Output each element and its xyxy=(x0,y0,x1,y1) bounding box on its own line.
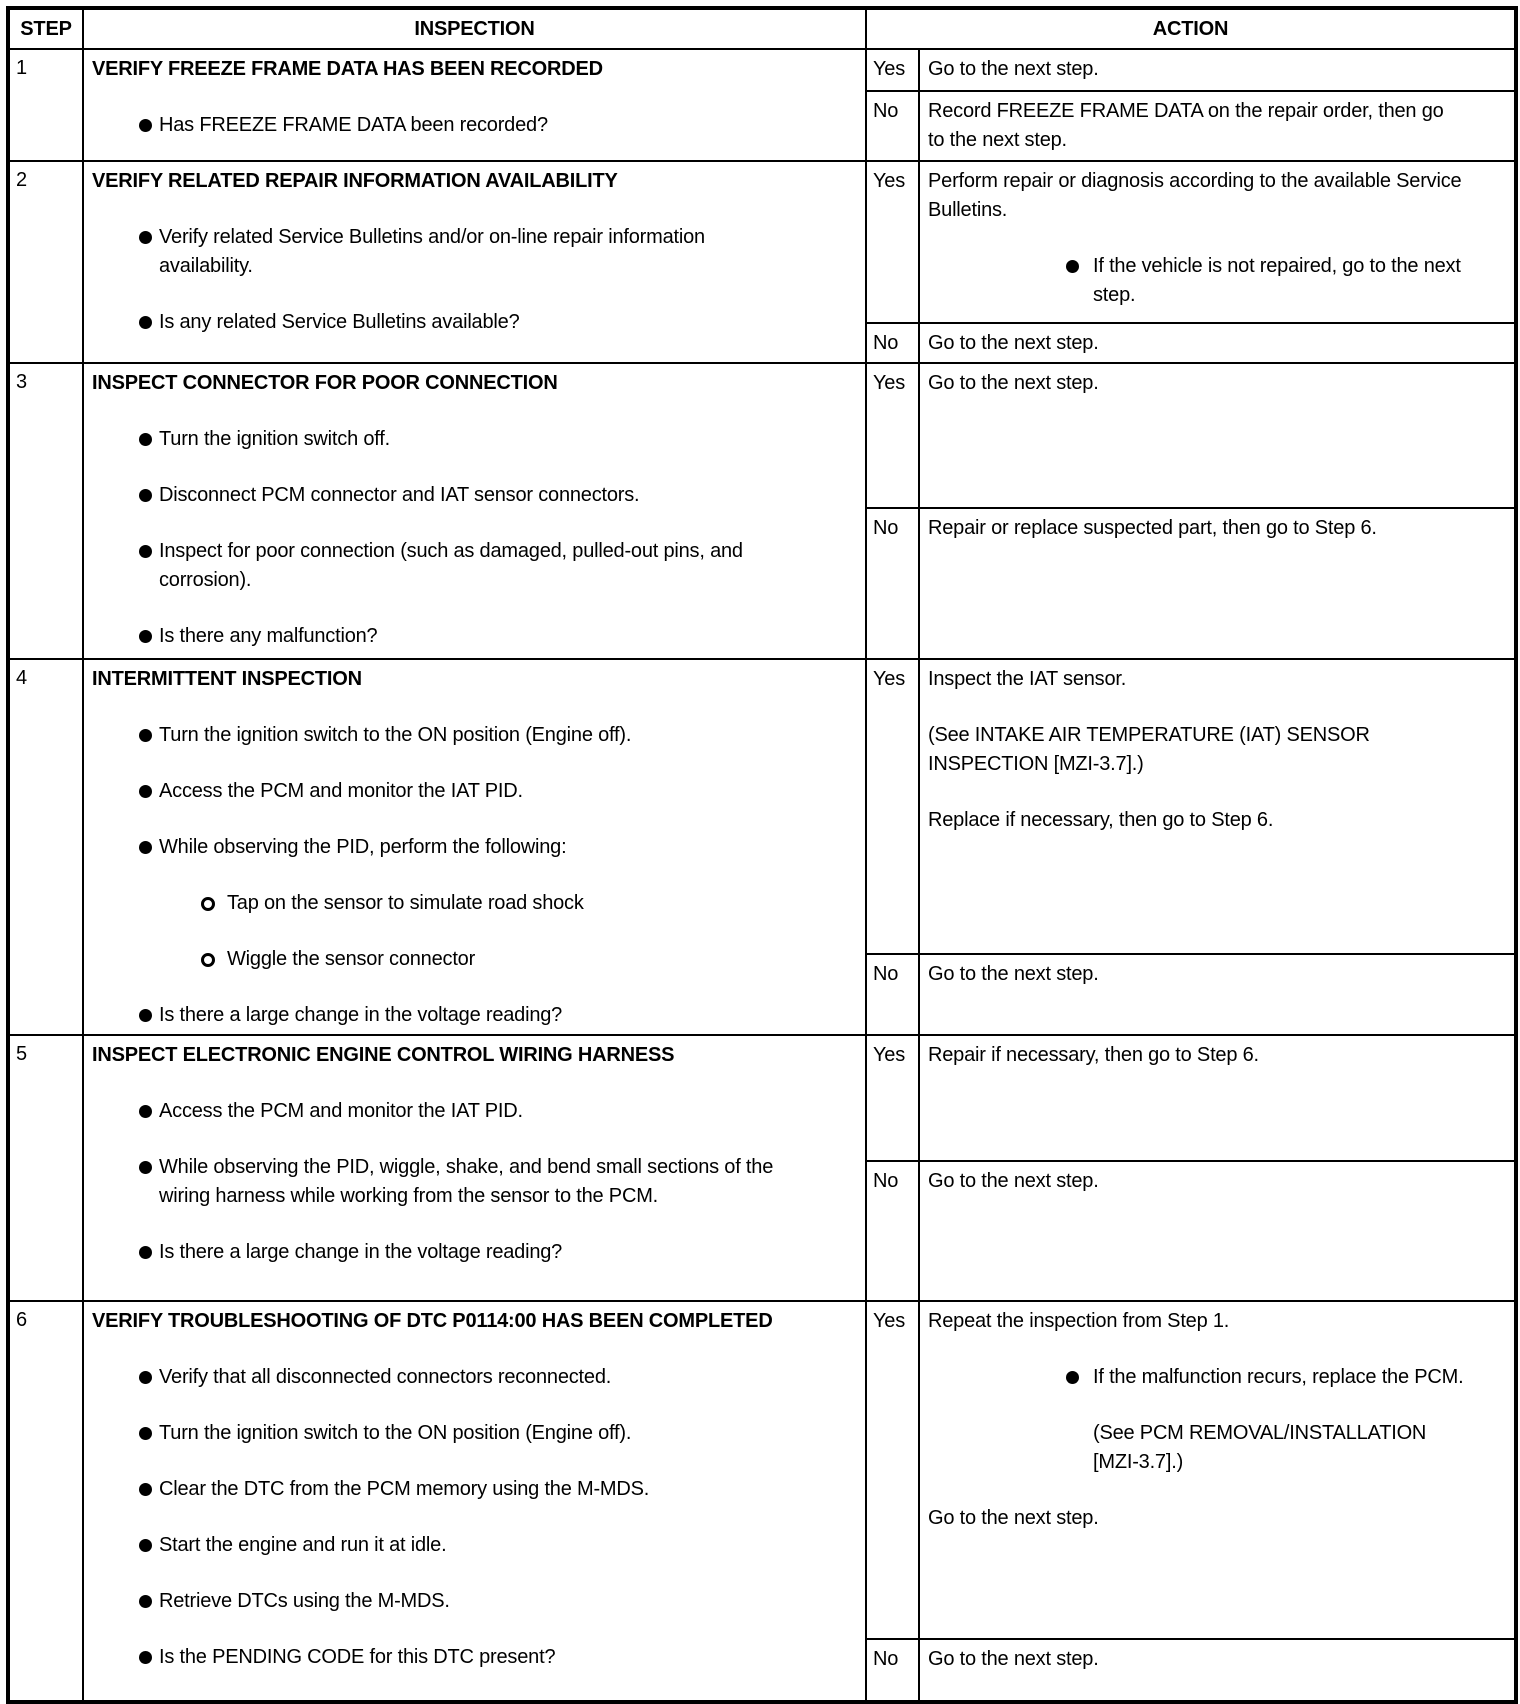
item-text: Tap on the sensor to simulate road shock xyxy=(227,892,584,914)
action-cell xyxy=(920,324,1514,362)
action-column xyxy=(867,162,1514,362)
open-circle-bullet-icon xyxy=(201,897,215,911)
filled-circle-bullet-icon xyxy=(139,489,152,502)
item-text: Record FREEZE FRAME DATA on the repair order, then go to the next step. xyxy=(928,100,1444,151)
item-text: Is any related Service Bulletins available? xyxy=(159,311,520,333)
bullet-item xyxy=(92,1153,777,1211)
action-column xyxy=(867,1036,1514,1300)
step-number: 4 xyxy=(10,660,84,1034)
bullet-item xyxy=(92,223,777,281)
no-label: No xyxy=(867,324,920,362)
item-text: Verify that all disconnected connectors reconnected. xyxy=(159,1366,612,1388)
inspection-title: INSPECT ELECTRONIC ENGINE CONTROL WIRING HARNESS xyxy=(92,1044,675,1066)
action-subrow-yes xyxy=(867,364,1514,509)
text-paragraph xyxy=(928,329,1464,358)
item-text: Repair or replace suspected part, then go to Step 6. xyxy=(928,517,1377,539)
bullet-item xyxy=(92,537,777,595)
action-cell xyxy=(920,92,1514,160)
action-subrow-yes xyxy=(867,50,1514,92)
action-column xyxy=(867,660,1514,1034)
item-text: Retrieve DTCs using the M-MDS. xyxy=(159,1590,450,1612)
filled-circle-bullet-icon xyxy=(139,1483,152,1496)
item-text: Replace if necessary, then go to Step 6. xyxy=(928,809,1274,831)
filled-circle-bullet-icon xyxy=(139,1009,152,1022)
filled-circle-bullet-icon xyxy=(139,1539,152,1552)
item-text: Go to the next step. xyxy=(928,1170,1099,1192)
item-text: Inspect for poor connection (such as damaged, pulled-out pins, and corrosion). xyxy=(159,540,743,591)
bullet-item xyxy=(92,1531,777,1560)
action-subrow-yes xyxy=(867,1036,1514,1162)
step-number: 2 xyxy=(10,162,84,362)
action-cell xyxy=(920,1036,1514,1160)
item-text: While observing the PID, perform the following: xyxy=(159,836,567,858)
item-text: Is there a large change in the voltage reading? xyxy=(159,1004,563,1026)
bullet-item xyxy=(92,308,777,337)
bullet-item xyxy=(92,481,777,510)
item-text: Turn the ignition switch to the ON position (Engine off). xyxy=(159,724,632,746)
troubleshooting-table xyxy=(6,6,1518,1704)
item-text: Go to the next step. xyxy=(928,963,1099,985)
action-cell xyxy=(920,50,1514,90)
yes-label: Yes xyxy=(867,1036,920,1160)
step-number: 5 xyxy=(10,1036,84,1300)
inspection-title: INTERMITTENT INSPECTION xyxy=(92,668,362,690)
item-text: Has FREEZE FRAME DATA been recorded? xyxy=(159,114,548,136)
action-subrow-no xyxy=(867,955,1514,1034)
bullet-item xyxy=(928,252,1464,310)
item-text: Go to the next step. xyxy=(928,372,1099,394)
bullet-item xyxy=(928,1363,1464,1392)
filled-circle-bullet-icon xyxy=(139,1427,152,1440)
filled-circle-bullet-icon xyxy=(139,1371,152,1384)
step-number: 1 xyxy=(10,50,84,160)
item-text: Go to the next step. xyxy=(928,332,1099,354)
text-paragraph xyxy=(928,369,1464,398)
item-text: Clear the DTC from the PCM memory using the M-MDS. xyxy=(159,1478,650,1500)
text-paragraph xyxy=(928,1041,1464,1070)
text-paragraph xyxy=(928,960,1464,989)
filled-circle-bullet-icon xyxy=(1066,260,1079,273)
yes-label: Yes xyxy=(867,50,920,90)
item-text: Repair if necessary, then go to Step 6. xyxy=(928,1044,1259,1066)
no-label: No xyxy=(867,1640,920,1700)
text-paragraph xyxy=(928,1419,1464,1477)
action-cell xyxy=(920,955,1514,1034)
filled-circle-bullet-icon xyxy=(139,1161,152,1174)
action-column xyxy=(867,50,1514,160)
column-header-step: STEP xyxy=(10,10,84,48)
column-header-action: ACTION xyxy=(1152,17,1229,40)
bullet-item xyxy=(92,1587,777,1616)
text-paragraph xyxy=(928,665,1464,694)
action-column xyxy=(867,1302,1514,1700)
table-row-step-3 xyxy=(10,364,1514,660)
filled-circle-bullet-icon xyxy=(139,841,152,854)
item-text: Start the engine and run it at idle. xyxy=(159,1534,447,1556)
no-label: No xyxy=(867,955,920,1034)
inspection-cell xyxy=(84,1302,867,1700)
item-text: Inspect the IAT sensor. xyxy=(928,668,1127,690)
item-text: Access the PCM and monitor the IAT PID. xyxy=(159,1100,523,1122)
item-text: Turn the ignition switch to the ON position (Engine off). xyxy=(159,1422,632,1444)
column-header-inspection: INSPECTION xyxy=(84,10,867,48)
no-label: No xyxy=(867,1162,920,1300)
bullet-item xyxy=(92,721,777,750)
action-cell xyxy=(920,364,1514,507)
bullet-item xyxy=(92,1475,777,1504)
inspection-title: INSPECT CONNECTOR FOR POOR CONNECTION xyxy=(92,372,558,394)
item-text: Is the PENDING CODE for this DTC present? xyxy=(159,1646,556,1668)
action-cell xyxy=(920,1162,1514,1300)
filled-circle-bullet-icon xyxy=(139,630,152,643)
step-number: 6 xyxy=(10,1302,84,1700)
bullet-item xyxy=(92,425,777,454)
item-text: While observing the PID, wiggle, shake, and bend small sections of the wiring harness while working from the sensor to the PCM. xyxy=(159,1156,774,1207)
item-text: Is there a large change in the voltage reading? xyxy=(159,1241,563,1263)
item-text: (See PCM REMOVAL/INSTALLATION [MZI-3.7].) xyxy=(1093,1422,1427,1473)
filled-circle-bullet-icon xyxy=(139,1105,152,1118)
filled-circle-bullet-icon xyxy=(139,545,152,558)
item-text: Perform repair or diagnosis according to the available Service Bulletins. xyxy=(928,170,1462,221)
filled-circle-bullet-icon xyxy=(139,231,152,244)
open-circle-bullet-icon xyxy=(201,953,215,967)
action-cell xyxy=(920,1302,1514,1638)
filled-circle-bullet-icon xyxy=(139,1246,152,1259)
text-paragraph xyxy=(928,721,1464,779)
action-header-column xyxy=(867,10,1514,48)
action-subrow-yes xyxy=(867,162,1514,324)
bullet-item xyxy=(92,1001,777,1030)
action-subrow-no xyxy=(867,92,1514,160)
bullet-item xyxy=(92,1097,777,1126)
filled-circle-bullet-icon xyxy=(139,316,152,329)
item-text: Verify related Service Bulletins and/or on-line repair information availability. xyxy=(159,226,705,277)
yes-label: Yes xyxy=(867,364,920,507)
yes-label: Yes xyxy=(867,1302,920,1638)
no-label: No xyxy=(867,92,920,160)
inspection-cell xyxy=(84,364,867,658)
text-paragraph xyxy=(928,1307,1464,1336)
text-paragraph xyxy=(928,514,1464,543)
action-cell xyxy=(920,509,1514,658)
action-subrow-no xyxy=(867,1162,1514,1300)
filled-circle-bullet-icon xyxy=(1066,1371,1079,1384)
text-paragraph xyxy=(928,806,1464,835)
item-text: (See INTAKE AIR TEMPERATURE (IAT) SENSOR INSPECTION [MZI-3.7].) xyxy=(928,724,1370,775)
bullet-item xyxy=(92,1238,777,1267)
item-text: Go to the next step. xyxy=(928,1648,1099,1670)
bullet-item xyxy=(92,1419,777,1448)
bullet-item xyxy=(92,111,777,140)
table-row-step-4 xyxy=(10,660,1514,1036)
bullet-item xyxy=(92,833,777,862)
table-header-row xyxy=(10,10,1514,50)
inspection-cell xyxy=(84,1036,867,1300)
item-text: If the vehicle is not repaired, go to the next step. xyxy=(1093,255,1461,306)
filled-circle-bullet-icon xyxy=(139,119,152,132)
item-text: Go to the next step. xyxy=(928,58,1099,80)
inspection-title: VERIFY RELATED REPAIR INFORMATION AVAILABILITY xyxy=(92,170,618,192)
text-paragraph xyxy=(928,55,1464,84)
filled-circle-bullet-icon xyxy=(139,1595,152,1608)
inspection-cell xyxy=(84,660,867,1034)
action-subrow-yes xyxy=(867,660,1514,955)
action-subrow-no xyxy=(867,324,1514,362)
bullet-item xyxy=(92,1643,777,1672)
text-paragraph xyxy=(928,1167,1464,1196)
inspection-cell xyxy=(84,50,867,160)
item-text: If the malfunction recurs, replace the PCM. xyxy=(1093,1366,1464,1388)
text-paragraph xyxy=(928,1645,1464,1674)
item-text: Go to the next step. xyxy=(928,1507,1099,1529)
action-subrow-no xyxy=(867,1640,1514,1700)
bullet-item xyxy=(92,777,777,806)
bullet-item xyxy=(92,622,777,651)
action-subrow-no xyxy=(867,509,1514,658)
table-row-step-2 xyxy=(10,162,1514,364)
inspection-title: VERIFY TROUBLESHOOTING OF DTC P0114:00 HAS BEEN COMPLETED xyxy=(92,1310,773,1332)
filled-circle-bullet-icon xyxy=(139,785,152,798)
text-paragraph xyxy=(928,97,1464,155)
yes-label: Yes xyxy=(867,162,920,322)
bullet-item xyxy=(92,1363,777,1392)
inspection-cell xyxy=(84,162,867,362)
sub-bullet-item xyxy=(92,889,777,918)
item-text: Wiggle the sensor connector xyxy=(227,948,476,970)
action-column xyxy=(867,364,1514,658)
action-cell xyxy=(920,162,1514,322)
table-row-step-5 xyxy=(10,1036,1514,1302)
action-cell xyxy=(920,1640,1514,1700)
item-text: Is there any malfunction? xyxy=(159,625,378,647)
item-text: Disconnect PCM connector and IAT sensor connectors. xyxy=(159,484,640,506)
action-subrow-yes xyxy=(867,1302,1514,1640)
filled-circle-bullet-icon xyxy=(139,433,152,446)
action-cell xyxy=(920,660,1514,953)
item-text: Turn the ignition switch off. xyxy=(159,428,390,450)
item-text: Access the PCM and monitor the IAT PID. xyxy=(159,780,523,802)
item-text: Repeat the inspection from Step 1. xyxy=(928,1310,1230,1332)
no-label: No xyxy=(867,509,920,658)
table-row-step-1 xyxy=(10,50,1514,162)
text-paragraph xyxy=(928,167,1464,225)
sub-bullet-item xyxy=(92,945,777,974)
filled-circle-bullet-icon xyxy=(139,1651,152,1664)
step-number: 3 xyxy=(10,364,84,658)
filled-circle-bullet-icon xyxy=(139,729,152,742)
text-paragraph xyxy=(928,1504,1464,1533)
service-manual-page xyxy=(6,6,1518,1704)
inspection-title: VERIFY FREEZE FRAME DATA HAS BEEN RECORDED xyxy=(92,58,603,80)
table-row-step-6 xyxy=(10,1302,1514,1700)
yes-label: Yes xyxy=(867,660,920,953)
